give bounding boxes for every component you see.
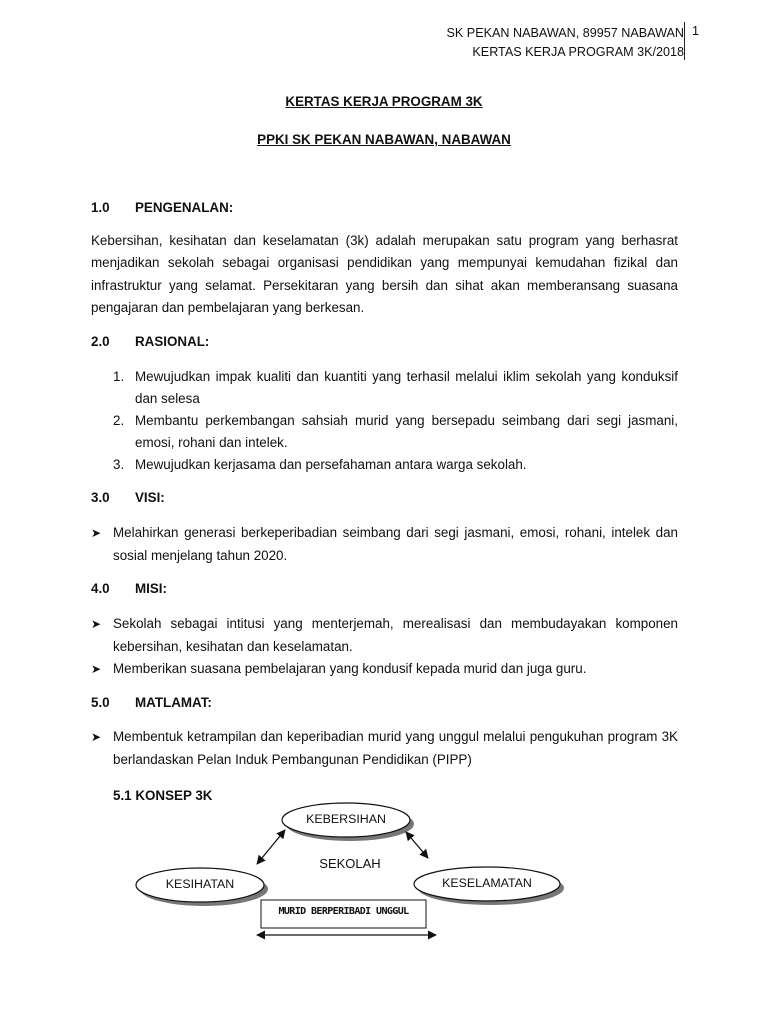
item-number: 3. bbox=[113, 457, 125, 472]
arrow-bullet-icon: ➤ bbox=[91, 526, 102, 540]
list-item bbox=[91, 613, 678, 658]
list-item bbox=[91, 726, 678, 771]
header-document: KERTAS KERJA PROGRAM 3K/2018 bbox=[472, 45, 684, 59]
matlamat-list bbox=[91, 726, 678, 771]
item-number: 1. bbox=[113, 369, 125, 384]
section-heading-pengenalan bbox=[91, 200, 233, 215]
item-text: Melahirkan generasi berkeperibadian seimbang dari segi jasmani, emosi, rohani, intelek dan sosial menjelang tahun 2020. bbox=[113, 525, 678, 563]
section-title: PENGENALAN: bbox=[135, 200, 234, 215]
item-text: Mewujudkan kerjasama dan persefahaman antara warga sekolah. bbox=[135, 457, 527, 472]
murid-label: MURID BERPERIBADI UNGGUL bbox=[278, 906, 409, 917]
list-item bbox=[91, 366, 678, 410]
list-item bbox=[91, 410, 678, 454]
kesihatan-label: KESIHATAN bbox=[165, 877, 235, 891]
section-number: 5.0 bbox=[91, 695, 110, 710]
section-heading-matlamat bbox=[91, 695, 212, 710]
header-school: SK PEKAN NABAWAN, 89957 NABAWAN bbox=[446, 26, 684, 40]
misi-list bbox=[91, 613, 678, 681]
keselamatan-label: KESELAMATAN bbox=[442, 876, 532, 890]
sekolah-label: SEKOLAH bbox=[319, 856, 381, 871]
arrow-kebersihan-kesihatan bbox=[257, 830, 285, 864]
section-number: 3.0 bbox=[91, 490, 110, 505]
arrow-bullet-icon: ➤ bbox=[91, 662, 102, 676]
list-item bbox=[91, 658, 678, 681]
konsep-3k-diagram bbox=[0, 800, 768, 950]
list-item bbox=[91, 522, 678, 567]
kebersihan-label: KEBERSIHAN bbox=[306, 812, 386, 826]
item-text: Sekolah sebagai intitusi yang menterjemah, merealisasi dan membudayakan komponen kebersihan, kesihatan dan keselamatan. bbox=[113, 616, 678, 654]
section-number: 1.0 bbox=[91, 200, 110, 215]
item-text: Mewujudkan impak kualiti dan kuantiti yang terhasil melalui iklim sekolah yang konduksif dan selesa bbox=[135, 369, 678, 406]
section-number: 2.0 bbox=[91, 334, 110, 349]
subsection-heading-konsep: 5.1 KONSEP 3K bbox=[113, 788, 213, 803]
item-number: 2. bbox=[113, 413, 125, 428]
section-title: MISI: bbox=[135, 581, 167, 596]
pengenalan-paragraph: Kebersihan, kesihatan dan keselamatan (3k) adalah merupakan satu program yang berhasrat menjadikan sekolah sebagai organisasi pendidikan yang mempunyai kemudahan fizikal dan infrastruktur yang selamat. Persekitaran yang bersih dan sihat akan memberansang suasana pengajaran dan pembelajaran yang berkesan. bbox=[91, 233, 678, 315]
item-text: Membantu perkembangan sahsiah murid yang bersepadu seimbang dari segi jasmani, emosi, rohani dan intelek. bbox=[135, 413, 678, 450]
section-heading-rasional bbox=[91, 334, 209, 349]
page-number: 1 bbox=[692, 24, 700, 38]
arrow-bullet-icon: ➤ bbox=[91, 617, 102, 631]
document-title: KERTAS KERJA PROGRAM 3K bbox=[285, 94, 483, 109]
document-subtitle: PPKI SK PEKAN NABAWAN, NABAWAN bbox=[257, 132, 511, 147]
item-text: Membentuk ketrampilan dan keperibadian murid yang unggul melalui pengukuhan program 3K berlandaskan Pelan Induk Pembangunan Pendidikan (PIPP) bbox=[113, 729, 678, 767]
section-title: MATLAMAT: bbox=[135, 695, 212, 710]
section-title: RASIONAL: bbox=[135, 334, 210, 349]
arrow-kebersihan-keselamatan bbox=[406, 832, 428, 858]
header-divider bbox=[684, 22, 685, 60]
header-text bbox=[447, 24, 685, 62]
section-heading-misi bbox=[91, 581, 167, 596]
section-title: VISI: bbox=[135, 490, 165, 505]
item-text: Memberikan suasana pembelajaran yang kondusif kepada murid dan juga guru. bbox=[113, 661, 587, 676]
arrow-bullet-icon: ➤ bbox=[91, 730, 102, 744]
list-item bbox=[91, 454, 678, 476]
visi-list bbox=[91, 522, 678, 567]
section-number: 4.0 bbox=[91, 581, 110, 596]
rasional-list bbox=[91, 366, 678, 476]
section-heading-visi bbox=[91, 490, 165, 505]
